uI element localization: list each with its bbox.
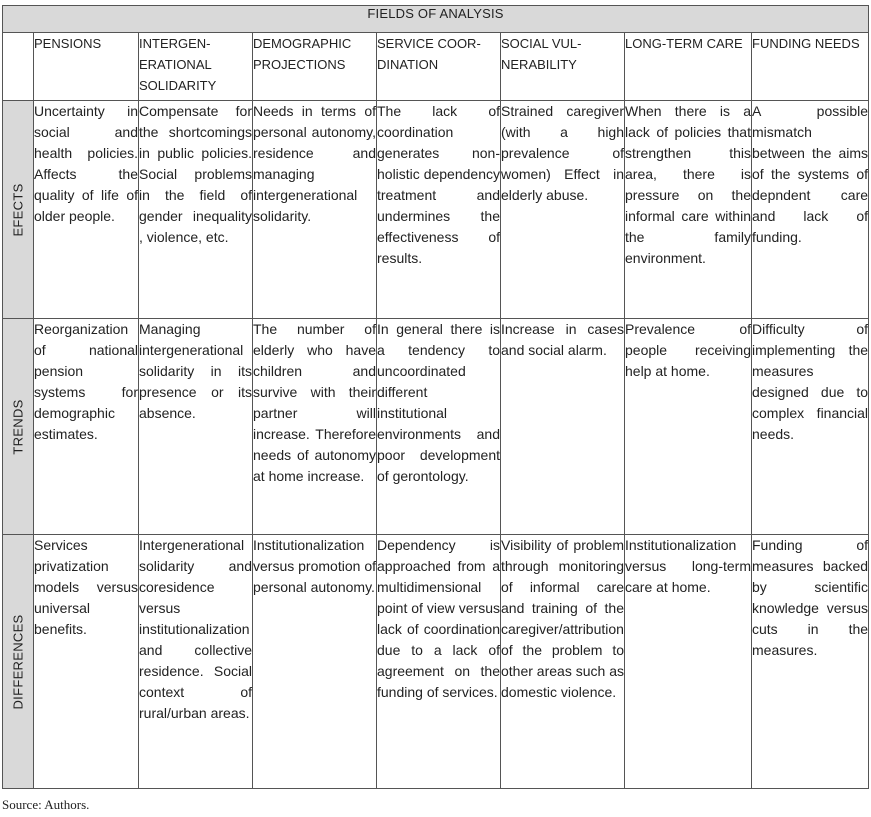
table-cell: Services privatization models versus universal benefits. [34, 535, 139, 789]
source-note: Source: Authors. [2, 797, 90, 812]
row-label-trends [3, 319, 34, 535]
table-cell: When there is a lack of policies that strengthen this area, there is pressure on the informal care within the family environment. [625, 101, 752, 319]
table-cell: Increase in cases and social alarm. [501, 319, 625, 535]
col-header-social-vulnerability: SOCIAL VUL-NERABILITY [501, 33, 625, 101]
table-row-effects [3, 101, 869, 319]
table-row-differences [3, 535, 869, 789]
table-cell: Managing intergenerational solidarity in its presence or its absence. [139, 319, 253, 535]
col-header-intergenerational-solidarity: INTERGEN-ERATIONAL SOLIDARITY [139, 33, 253, 101]
table-cell: Needs in terms of personal autonomy, residence and managing intergenerational solidarity. [253, 101, 377, 319]
table-cell: Compensate for the shortcomings in public policies. Social problems in the field of gender inequality , violence, etc. [139, 101, 253, 319]
row-label-text: DIFFERENCES [10, 613, 26, 710]
table-cell: A possible mismatch between the aims of the systems of depndent care and lack of funding. [752, 101, 869, 319]
row-label-text: EFECTS [10, 182, 26, 237]
table-cell: Strained caregiver (with a high prevalence of women) Effect in elderly abuse. [501, 101, 625, 319]
table-cell: Difficulty of implementing the measures designed due to complex financial needs. [752, 319, 869, 535]
col-header-demographic-projections: DEMOGRAPHIC PROJECTIONS [253, 33, 377, 101]
table-cell: Prevalence of people receiving help at home. [625, 319, 752, 535]
table-cell: Intergenerational solidarity and coresidence versus institutionalization and collective residence. Social context of rural/urban areas. [139, 535, 253, 789]
table-cell: The lack of coordination generates non-holistic dependency treatment and undermines the effectiveness of results. [377, 101, 501, 319]
table-cell: Institutionalization versus promotion of personal autonomy. [253, 535, 377, 789]
col-header-service-coordination: SERVICE COOR-DINATION [377, 33, 501, 101]
table-cell: Uncertainty in social and health policies. Affects the quality of life of older people. [34, 101, 139, 319]
table-cell: Visibility of problem through monitoring of informal care and training of the caregiver/attribution of the problem to other areas such as domestic violence. [501, 535, 625, 789]
col-header-long-term-care: LONG-TERM CARE [625, 33, 752, 101]
corner-cell [3, 33, 34, 101]
table-cell: In general there is a tendency to uncoordinated different institutional environments and poor development of gerontology. [377, 319, 501, 535]
row-label-text: TRENDS [10, 398, 26, 455]
table-title: FIELDS OF ANALYSIS [3, 6, 869, 33]
table-cell: Dependency is approached from a multidimensional point of view versus lack of coordination due to a lack of agreement on the funding of services. [377, 535, 501, 789]
table-row-trends [3, 319, 869, 535]
table-cell: Institutionalization versus long-term care at home. [625, 535, 752, 789]
table-cell: Funding of measures backed by scientific knowledge versus cuts in the measures. [752, 535, 869, 789]
col-header-pensions: PENSIONS [34, 33, 139, 101]
table-cell: Reorganization of national pension systems for demographic estimates. [34, 319, 139, 535]
fields-of-analysis-table [2, 5, 869, 789]
table-cell: The number of elderly who have children and survive with their partner will increase. Therefore needs of autonomy at home increase. [253, 319, 377, 535]
row-label-effects [3, 101, 34, 319]
col-header-funding-needs: FUNDING NEEDS [752, 33, 869, 101]
row-label-differences [3, 535, 34, 789]
